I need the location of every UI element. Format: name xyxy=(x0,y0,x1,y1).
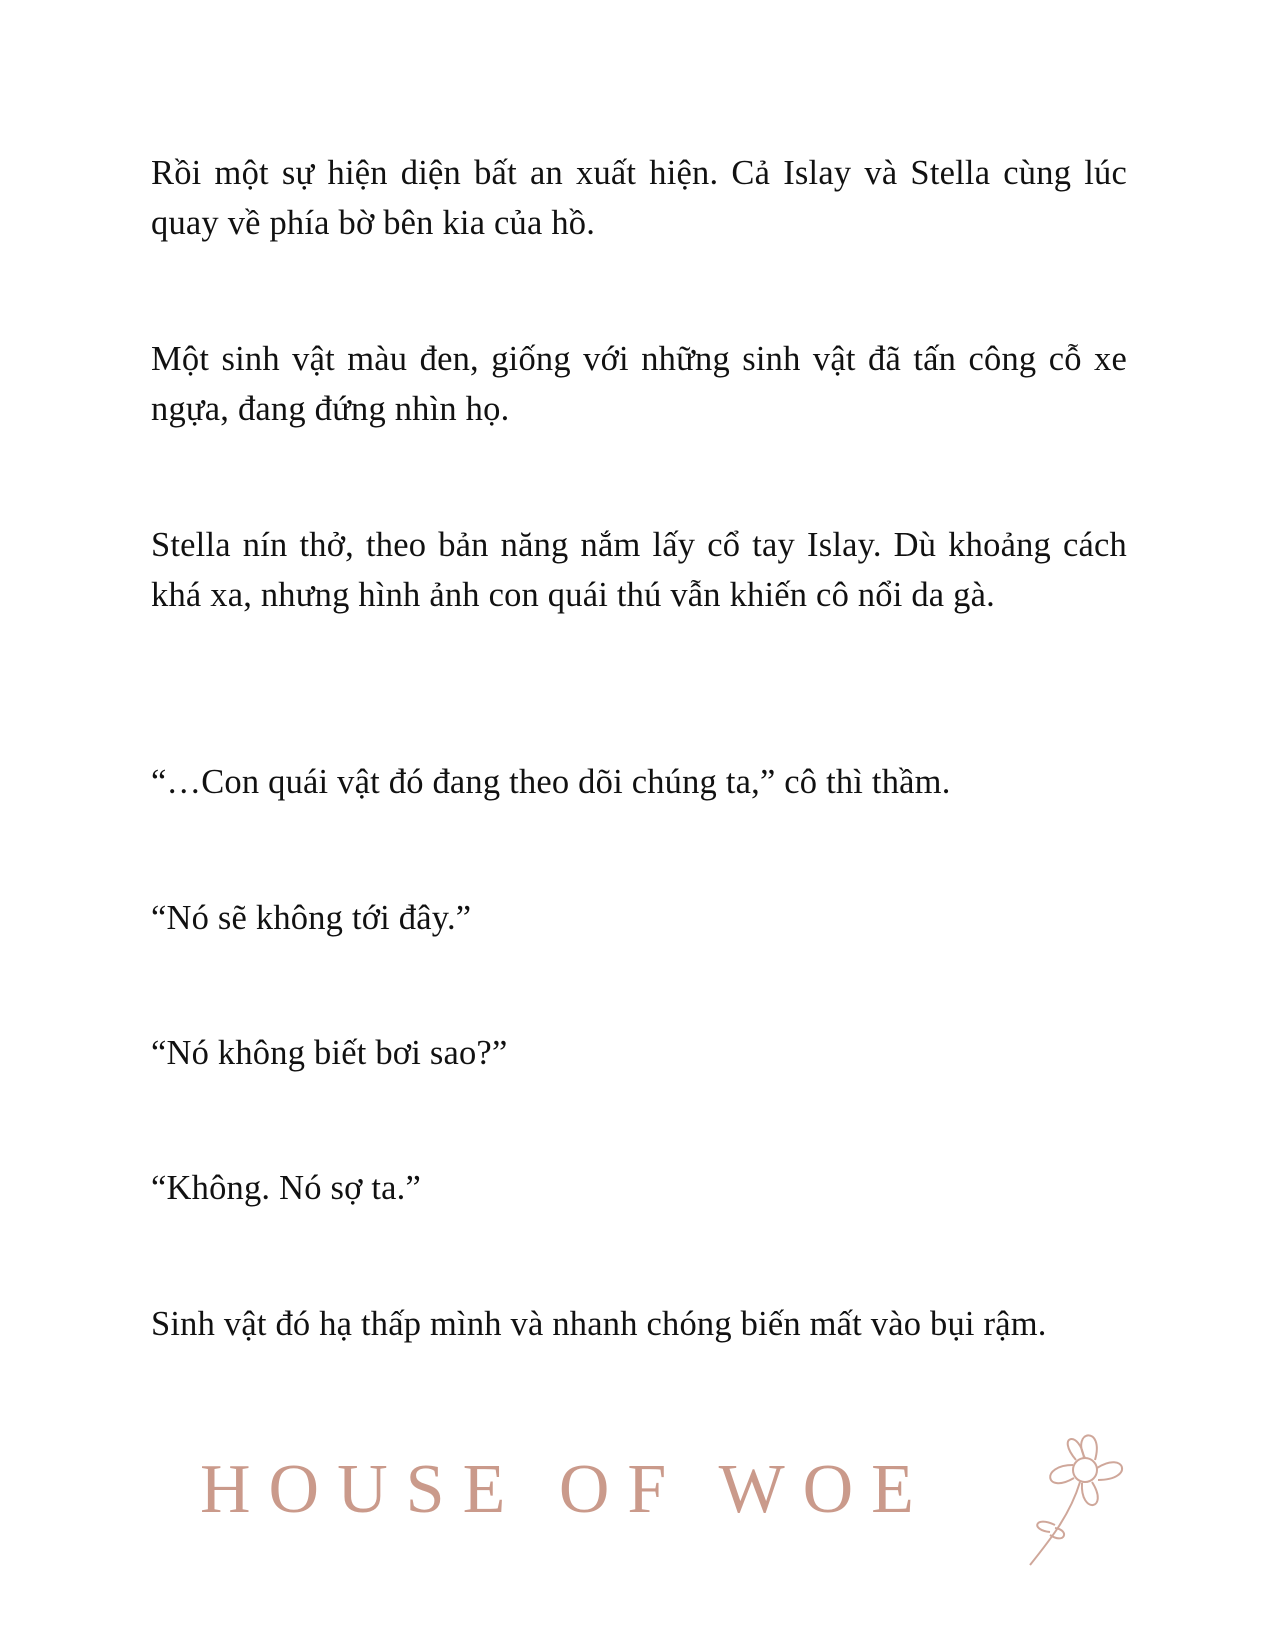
flower-watermark-icon xyxy=(1010,1420,1160,1570)
paragraph: “Nó không biết bơi sao?” xyxy=(151,1034,508,1072)
paragraph: Một sinh vật màu đen, giống với những sinh vật đã tấn công cỗ xe ngựa, đang đứng nhìn họ. xyxy=(151,340,1127,428)
paragraph: Sinh vật đó hạ thấp mình và nhanh chóng biến mất vào bụi rậm. xyxy=(151,1305,1047,1343)
paragraph: “Không. Nó sợ ta.” xyxy=(151,1169,421,1207)
paragraph: “Nó sẽ không tới đây.” xyxy=(151,899,472,937)
paragraph: Rồi một sự hiện diện bất an xuất hiện. Cả Islay và Stella cùng lúc quay về phía bờ bên kia của hồ. xyxy=(151,154,1127,242)
watermark-text: HOUSE OF WOE xyxy=(200,1451,932,1528)
paragraph: “…Con quái vật đó đang theo dõi chúng ta,” cô thì thầm. xyxy=(151,763,951,801)
paragraph: Stella nín thở, theo bản năng nắm lấy cổ tay Islay. Dù khoảng cách khá xa, nhưng hình ảnh con quái thú vẫn khiến cô nổi da gà. xyxy=(151,526,1127,614)
